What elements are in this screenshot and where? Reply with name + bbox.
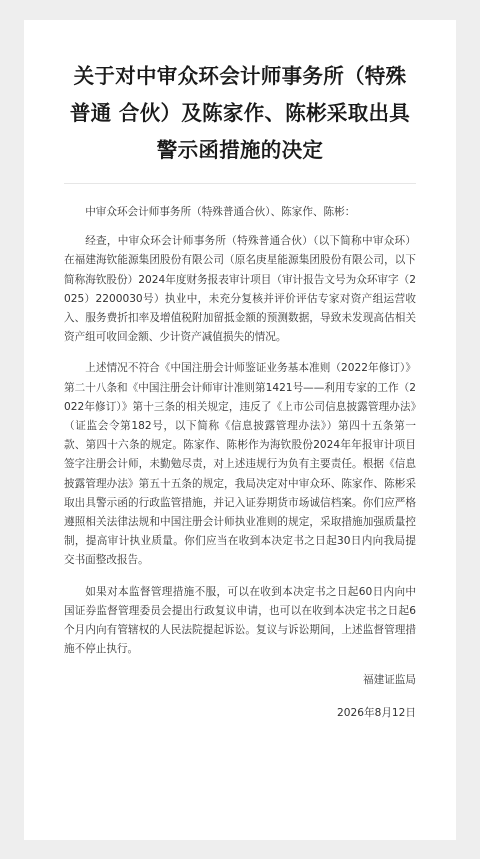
title-divider — [64, 183, 416, 184]
issue-date: 2026年8月12日 — [337, 707, 416, 720]
paragraph-decision: 上述情况不符合《中国注册会计师鉴证业务基本准则（2022年修订）》第二十八条和《中国注册会计师审计准则第1421号——利用专家的工作（2022年修订）》第十三条的相关规定，违反了《上市公司信息披露管理办法》（证监会令第182号，以下简称《信息披露管理办法》）第四十五条第一款、第四十六条的规定。陈家作、陈彬作为海钦股份2024年年报审计项目签字注册会计师，未勤勉尽责，对上述违规行为负有主要责任。根据《信息披露管理办法》第五十五条的规定，我局决定对中审众环、陈家作、陈彬采取出具警示函的行政监管措施，并记入证券期货市场诚信档案。你们应严格遵照相关法律法规和中国注册会计师执业准则的规定，采取措施加强质量控制，提高审计执业质量。你们应当在收到本决定书之日起30日内向我局提交书面整改报告。 — [64, 362, 416, 567]
paragraph-findings: 经查，中审众环会计师事务所（特殊普通合伙）（以下简称中审众环）在福建海钦能源集团股份有限公司（原名庚星能源集团股份有限公司，以下简称海钦股份）2024年度财务报表审计项目（审计报告文号为众环审字（2025）2200030号）执业中，未充分复核并评价评估专家对资产组运营收入、服务费折扣率及增值税附加留抵金额的预测数据，导致未发现高估相关资产组可收回金额、少计资产减值损失的情况。 — [64, 235, 416, 344]
issuer-name: 福建证监局 — [363, 674, 416, 687]
document-body — [64, 203, 416, 659]
salutation: 中审众环会计师事务所（特殊普通合伙）、陈家作、陈彬： — [85, 206, 356, 218]
document-card — [24, 20, 456, 840]
document-title: 关于对中审众环会计师事务所（特殊普通 合伙）及陈家作、陈彬采取出具警示函措施的决定 — [69, 64, 411, 162]
paragraph-appeal: 如果对本监督管理措施不服，可以在收到本决定书之日起60日内向中国证券监督管理委员会提出行政复议申请，也可以在收到本决定书之日起6个月内向有管辖权的人民法院提起诉讼。复议与诉讼期间，上述监督管理措施不停止执行。 — [64, 585, 416, 656]
